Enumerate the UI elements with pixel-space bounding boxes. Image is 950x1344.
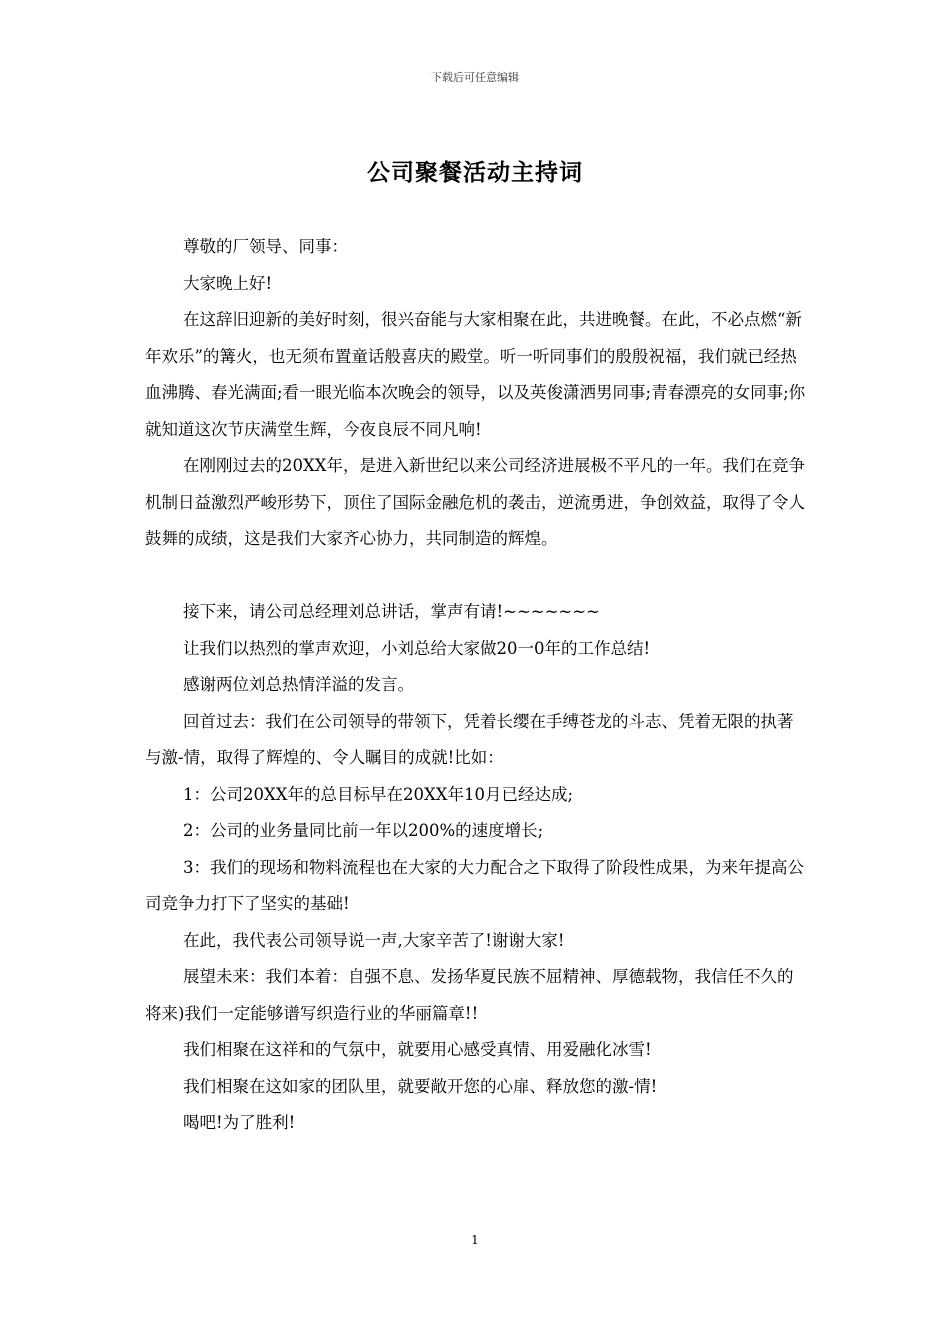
achievement-item-2: 2：公司的业务量同比前一年以200%的速度增长;: [183, 821, 544, 840]
page-number: 1: [471, 1233, 479, 1247]
speech-invite-line: 接下来，请公司总经理刘总讲话，掌声有请!~~~~~~~: [183, 602, 600, 621]
header-note: 下载后可任意编辑: [431, 71, 519, 84]
gathering-line-2: 我们相聚在这如家的团队里，就要敞开您的心扉、释放您的激-情!: [183, 1076, 658, 1096]
opening-paragraph: 在这辞旧迎新的美好时刻，很兴奋能与大家相聚在此，共进晚餐。在此，不必点燃“新年欢乐”的篝火，也无须布置童话般喜庆的殿堂。听一听同事们的殷殷祝福，我们就已经热血沸腾、春光满面;看一眼光临本次晚会的领导，以及英俊潇洒男同事;青春漂亮的女同事;你就知道这次节庆满堂生辉，今夜良辰不同凡响!: [145, 310, 806, 439]
achievement-item-1: 1：公司20XX年的总目标早在20XX年10月已经达成;: [183, 784, 574, 804]
paragraph-spacer: [145, 558, 807, 595]
thanks-line: 感谢两位刘总热情洋溢的发言。: [183, 675, 414, 694]
greeting-line: 尊敬的厂领导、同事：: [183, 237, 348, 256]
outlook-paragraph: 展望未来：我们本着：自强不息、发扬华夏民族不屈精神、厚德载物，我信任不久的将来)我们一定能够谱写织造行业的华丽篇章!!: [145, 967, 794, 1023]
document-body: [145, 229, 807, 1142]
gathering-line-1: 我们相聚在这祥和的气氛中，就要用心感受真情、用爱融化冰雪!: [183, 1040, 652, 1059]
achievement-item-3: 3：我们的现场和物料流程也在大家的大力配合之下取得了阶段性成果，为来年提高公司竞争力打下了坚实的基础!: [145, 857, 804, 913]
document-title: 公司聚餐活动主持词: [367, 159, 583, 186]
gratitude-line: 在此，我代表公司领导说一声,大家辛苦了!谢谢大家!: [183, 930, 565, 950]
retrospect-paragraph: 回首过去：我们在公司领导的带领下，凭着长缨在手缚苍龙的斗志、凭着无限的执著与激-情，取得了辉煌的、令人瞩目的成就!比如：: [145, 711, 794, 767]
summary-invite-line: 让我们以热烈的掌声欢迎，小刘总给大家做20一0年的工作总结!: [183, 638, 651, 658]
salutation-line: 大家晚上好!: [183, 273, 273, 293]
toast-line: 喝吧!为了胜利!: [183, 1113, 296, 1132]
review-paragraph: 在刚刚过去的20XX年，是进入新世纪以来公司经济进展极不平凡的一年。我们在竞争机制日益激烈严峻形势下，顶住了国际金融危机的袭击，逆流勇进，争创效益，取得了令人鼓舞的成绩，这是我们大家齐心协力，共同制造的辉煌。: [145, 456, 805, 548]
